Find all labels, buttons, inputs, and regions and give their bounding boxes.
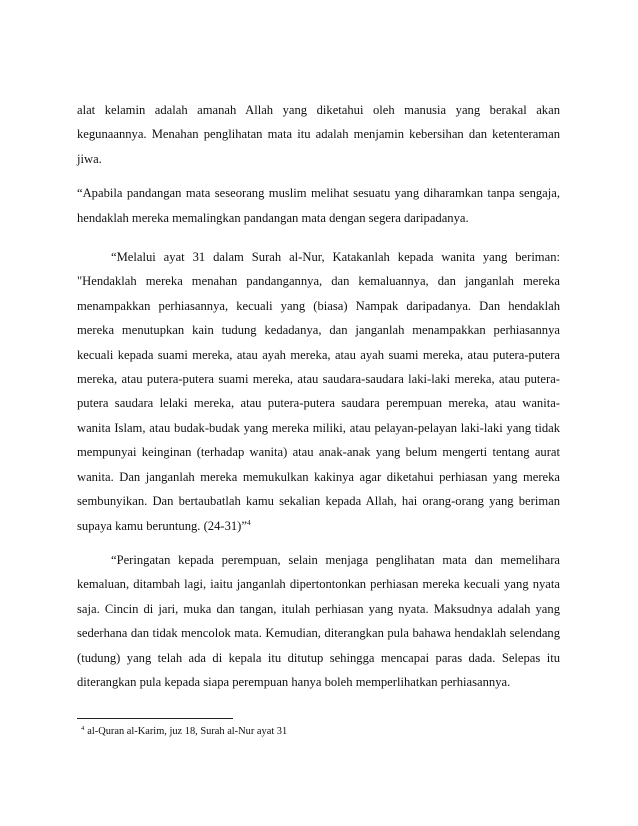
paragraph-3-text: “Melalui ayat 31 dalam Surah al-Nur, Katakanlah kepada wanita yang beriman: "Hendaklah mereka menahan pandangannya, dan kemaluannya, dan janganlah mereka menampakkan perhiasannya, kecuali yang (biasa) Nampak daripadanya. Dan hendaklah mereka menutupkan kain tudung kedadanya, dan janganlah menampakkan perhiasannya kecuali kepada suami mereka, atau ayah mereka, atau ayah suami mereka, atau putera-putera mereka, atau putera-putera suami mereka, atau saudara-saudara laki-laki mereka, atau putera-putera saudara lelaki mereka, atau putera-putera saudara perempuan mereka, atau wanita-wanita Islam, atau budak-budak yang mereka miliki, atau pelayan-pelayan laki-laki yang tidak mempunyai keinginan (terhadap wanita) atau anak-anak yang belum mengerti tentang aurat wanita. Dan janganlah mereka memukulkan kakinya agar diketahui perhiasan yang mereka sembunyikan. Dan bertaubatlah kamu sekalian kepada Allah, hai orang-orang yang beriman supaya kamu beruntung. (24-31)” [77,250,560,533]
body-paragraph-2 [77,181,560,230]
paragraph-4-text: “Peringatan kepada perempuan, selain menjaga penglihatan mata dan memelihara kemaluan, ditambah lagi, iaitu janganlah dipertontonkan perhiasan mereka kecuali yang nyata saja. Cincin di jari, muka dan tangan, itulah perhiasan yang nyata. Maksudnya adalah yang sederhana dan tidak mencolok mata. Kemudian, diterangkan pula bahawa hendaklah selendang (tudung) yang telah ada di kepala itu ditutup sehingga mencapai paras dada. Selepas itu diterangkan pula kepada siapa perempuan hanya boleh memperlihatkan perhiasannya. [77,552,560,689]
quran-quote-paragraph [77,245,560,538]
footnote-number: 4 [81,724,85,732]
paragraph-1-text: alat kelamin adalah amanah Allah yang diketahui oleh manusia yang berakal akan kegunaannya. Menahan penglihatan mata itu adalah menjamin kebersihan dan ketenteraman jiwa. [77,103,560,166]
body-paragraph-1 [77,98,560,171]
document-page [77,98,560,694]
footnote-reference: 4 [246,517,251,527]
footnote-text: al-Quran al-Karim, juz 18, Surah al-Nur ayat 31 [87,726,288,737]
paragraph-2-text: “Apabila pandangan mata seseorang muslim melihat sesuatu yang diharamkan tanpa sengaja, hendaklah mereka memalingkan pandangan mata dengan segera daripadanya. [77,186,560,225]
body-paragraph-4 [77,548,560,694]
footnote-separator [77,718,233,719]
footnote [81,725,551,739]
